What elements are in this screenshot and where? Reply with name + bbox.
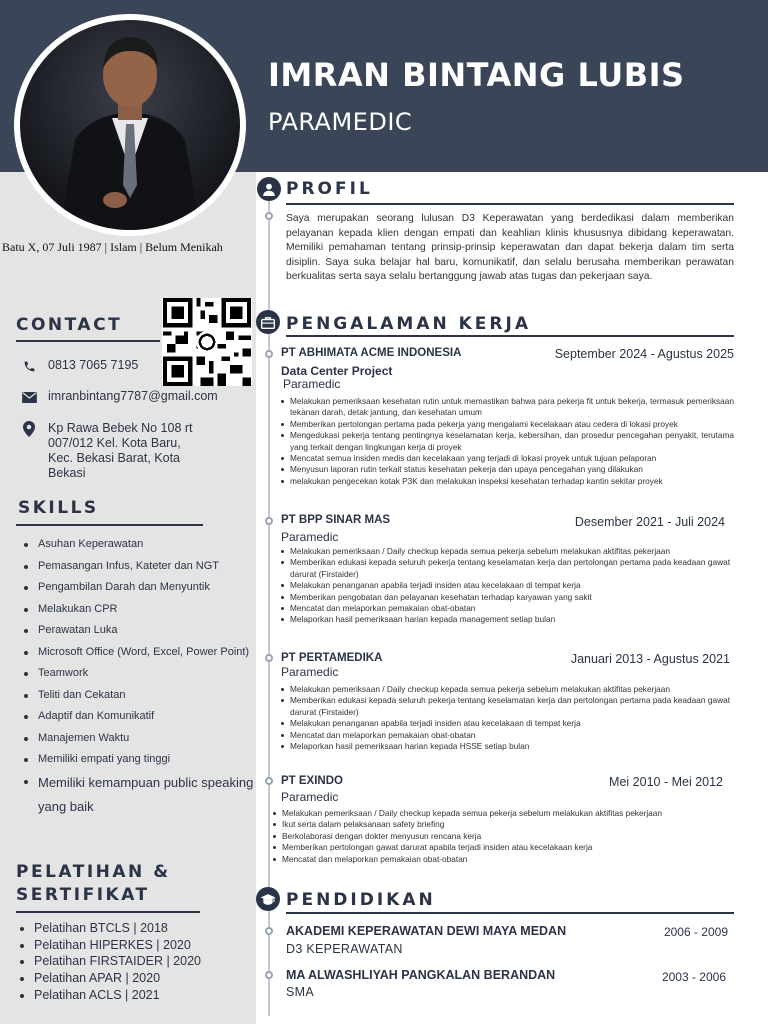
candidate-role: PARAMEDIC bbox=[268, 108, 413, 136]
training-item: Pelatihan HIPERKES | 2020 bbox=[20, 937, 201, 954]
duty-item: Menyusun laporan rutin terkait status kesehatan pekerja dan upaya pencegahan yang dilakukan bbox=[280, 464, 734, 475]
experience-title: PENGALAMAN KERJA bbox=[286, 314, 531, 334]
qr-code[interactable] bbox=[162, 298, 252, 386]
job-role: Paramedic bbox=[281, 665, 339, 679]
person-icon bbox=[257, 177, 281, 201]
skill-item: Memiliki empati yang tinggi bbox=[24, 749, 256, 771]
edu-major: D3 KEPERAWATAN bbox=[286, 942, 403, 956]
skill-item: Asuhan Keperawatan bbox=[24, 534, 256, 556]
training-list bbox=[20, 920, 201, 1004]
skill-item: Pengambilan Darah dan Menyuntik bbox=[24, 577, 256, 599]
job-role: Paramedic bbox=[281, 530, 339, 544]
address-line: Kp Rawa Bebek No 108 rt bbox=[48, 421, 193, 435]
duty-item: Melaporkan hasil pemeriksaan harian kepada HSSE setiap bulan bbox=[280, 741, 730, 752]
skill-item: Perawatan Luka bbox=[24, 620, 256, 642]
timeline-dot bbox=[265, 927, 273, 935]
skills-rule bbox=[16, 524, 203, 526]
bio-line: Batu X, 07 Juli 1987 | Islam | Belum Menikah bbox=[2, 240, 223, 254]
skill-item: Adaptif dan Komunikatif bbox=[24, 706, 256, 728]
address-line: Bekasi bbox=[48, 466, 86, 480]
job-date: Mei 2010 - Mei 2012 bbox=[609, 775, 723, 789]
skill-item: Teamwork bbox=[24, 663, 256, 685]
job-company: PT PERTAMEDIKA bbox=[281, 652, 383, 664]
address-line: Kec. Bekasi Barat, Kota bbox=[48, 451, 181, 465]
duty-item: Melaporkan hasil pemeriksaan harian kepada management setiap bulan bbox=[280, 614, 730, 625]
job-role: Paramedic bbox=[281, 790, 339, 804]
training-item: Pelatihan FIRSTAIDER | 2020 bbox=[20, 953, 201, 970]
contact-email[interactable] bbox=[20, 389, 218, 405]
education-rule bbox=[286, 912, 734, 914]
skill-item: Manajemen Waktu bbox=[24, 728, 256, 750]
duty-item: Melakukan pemeriksaan / Daily checkup kepada semua pekerja sebelum melakukan aktifitas pekerjaan bbox=[272, 808, 672, 819]
training-item: Pelatihan BTCLS | 2018 bbox=[20, 920, 201, 937]
duty-item: Mencatat semua insiden medis dan kecelakaan yang terjadi di lokasi proyek untuk tujuan pelaporan bbox=[280, 453, 734, 464]
address-line: 007/012 Kel. Kota Baru, bbox=[48, 436, 181, 450]
training-item: Pelatihan APAR | 2020 bbox=[20, 970, 201, 987]
duty-item: Melakukan pemeriksaan / Daily checkup kepada semua pekerja sebelum melakukan aktifitas pekerjaan bbox=[280, 546, 730, 557]
training-rule bbox=[16, 911, 200, 913]
edu-school: MA ALWASHLIYAH PANGKALAN BERANDAN bbox=[286, 968, 556, 982]
duty-item: Melakukan pemeriksaan kesehatan rutin untuk memastikan bahwa para pekerja fit untuk bekerja, termasuk pemeriksaan tekanan darah, detak jantung, dan kesehatan umum bbox=[280, 396, 734, 419]
skill-item: Memiliki kemampuan public speaking yang baik bbox=[24, 771, 256, 819]
duty-item: Memberikan pertolongan pertama pada pekerja yang mengalami kecelakaan atau cedera di lokasi proyek bbox=[280, 419, 734, 430]
skill-item: Microsoft Office (Word, Excel, Power Point) bbox=[24, 642, 256, 664]
job-duties bbox=[280, 396, 734, 487]
duty-item: Memberikan pengobatan dan pelayanan kesehatan terhadap karyawan yang sakit bbox=[280, 592, 730, 603]
contact-phone[interactable] bbox=[20, 358, 138, 374]
profile-text: Saya merupakan seorang lulusan D3 Keperawatan yang berdedikasi dalam memberikan pelayanan kepada klien dengan empati dan keahlian klinis khususnya dibidang keperawatan. Memiliki pemahaman tentang prinsip-prinsip keperawatan dan dapat bekerja dalam tim serta disiplin. Saya suka belajar hal baru, komunikatif, dan selalu berusaha memberikan perawatan berkualitas serta saya selalu bertanggung jawab atas tugas dan pekerjaan saya. bbox=[286, 213, 734, 283]
timeline-dot bbox=[265, 517, 273, 525]
profile-rule bbox=[286, 203, 734, 205]
job-date: September 2024 - Agustus 2025 bbox=[554, 347, 734, 361]
timeline-dot bbox=[265, 654, 273, 662]
location-pin-icon bbox=[20, 421, 38, 437]
edu-school: AKADEMI KEPERAWATAN DEWI MAYA MEDAN bbox=[286, 924, 567, 938]
job-company: PT EXINDO bbox=[281, 775, 343, 787]
training-title-line2: SERTIFIKAT bbox=[16, 885, 150, 905]
job-date: Desember 2021 - Juli 2024 bbox=[574, 515, 725, 529]
profile-photo bbox=[14, 14, 246, 236]
skill-item: Pemasangan Infus, Kateter dan NGT bbox=[24, 556, 256, 578]
graduation-cap-icon bbox=[256, 887, 280, 911]
duty-item: melakukan pengecekan kotak P3K dan melakukan inspeksi kesehatan terhadap kantin sekitar proyek bbox=[280, 476, 734, 487]
duty-item: Melakukan penanganan apabila terjadi insiden atau kecelakaan di tempat kerja bbox=[280, 718, 730, 729]
skills-title: SKILLS bbox=[18, 498, 99, 518]
contact-rule bbox=[16, 340, 160, 342]
job-project: Data Center Project bbox=[281, 364, 393, 378]
training-item: Pelatihan ACLS | 2021 bbox=[20, 987, 201, 1004]
skills-list bbox=[24, 534, 256, 819]
job-role: Paramedic bbox=[283, 377, 341, 391]
duty-item: Melakukan penanganan apabila terjadi insiden atau kecelakaan di tempat kerja bbox=[280, 580, 730, 591]
job-company: PT BPP SINAR MAS bbox=[281, 514, 391, 526]
timeline-dot bbox=[265, 971, 273, 979]
duty-item: Mencatat dan melaporkan pemakaian obat-obatan bbox=[280, 730, 730, 741]
profile-title: PROFIL bbox=[286, 179, 373, 199]
skill-item: Teliti dan Cekatan bbox=[24, 685, 256, 707]
experience-rule bbox=[286, 335, 734, 337]
phone-icon bbox=[20, 358, 38, 374]
duty-item: Melakukan pemeriksaan / Daily checkup kepada semua pekerja sebelum melakukan aktifitas pekerjaan bbox=[280, 684, 730, 695]
edu-major: SMA bbox=[286, 985, 314, 999]
duty-item: Ikut serta dalam pelaksanaan safety briefing bbox=[272, 819, 672, 830]
contact-address bbox=[20, 421, 193, 481]
candidate-name: IMRAN BINTANG LUBIS bbox=[268, 56, 685, 94]
duty-item: Berkolaborasi dengan dokter menyusun rencana kerja bbox=[272, 831, 672, 842]
job-duties bbox=[280, 684, 730, 752]
contact-title: CONTACT bbox=[16, 315, 123, 335]
skill-item: Melakukan CPR bbox=[24, 599, 256, 621]
duty-item: Mencatat dan melaporkan pemakaian obat-obatan bbox=[280, 603, 730, 614]
phone-text: 0813 7065 7195 bbox=[48, 358, 139, 372]
education-title: PENDIDIKAN bbox=[286, 890, 436, 910]
duty-item: Memberikan edukasi kepada seluruh pekerja tentang keselamatan kerja dan pertolongan pertama pada keadaan gawat darurat (Firstaider) bbox=[280, 557, 730, 580]
duty-item: Mengedukasi pekerja tentang pentingnya keselamatan kerja, kebersihan, dan prosedur pencegahan penyakit, terutama yang terkait dengan lingkungan kerja di proyek bbox=[280, 430, 734, 453]
job-duties bbox=[280, 546, 730, 626]
duty-item: Mencatat dan melaporkan pemakaian obat-obatan bbox=[272, 854, 672, 865]
training-title-line1: PELATIHAN & bbox=[16, 862, 171, 882]
job-date: Januari 2013 - Agustus 2021 bbox=[570, 652, 730, 666]
duty-item: Memberikan edukasi kepada seluruh pekerja tentang keselamatan kerja dan pertolongan pertama pada keadaan gawat darurat (Firstaider) bbox=[280, 695, 730, 718]
mail-icon bbox=[20, 389, 38, 405]
timeline-dot bbox=[265, 212, 273, 220]
edu-years: 2003 - 2006 bbox=[661, 970, 726, 984]
timeline-dot bbox=[265, 777, 273, 785]
job-company: PT ABHIMATA ACME INDONESIA bbox=[281, 347, 462, 359]
briefcase-icon bbox=[256, 310, 280, 334]
timeline-dot bbox=[265, 350, 273, 358]
job-duties bbox=[272, 808, 672, 865]
duty-item: Memberikan pertolongan gawat darurat apabila terjadi insiden atau kecelakaan kerja bbox=[272, 842, 672, 853]
edu-years: 2006 - 2009 bbox=[663, 925, 728, 939]
email-text: imranbintang7787@gmail.com bbox=[48, 389, 218, 403]
